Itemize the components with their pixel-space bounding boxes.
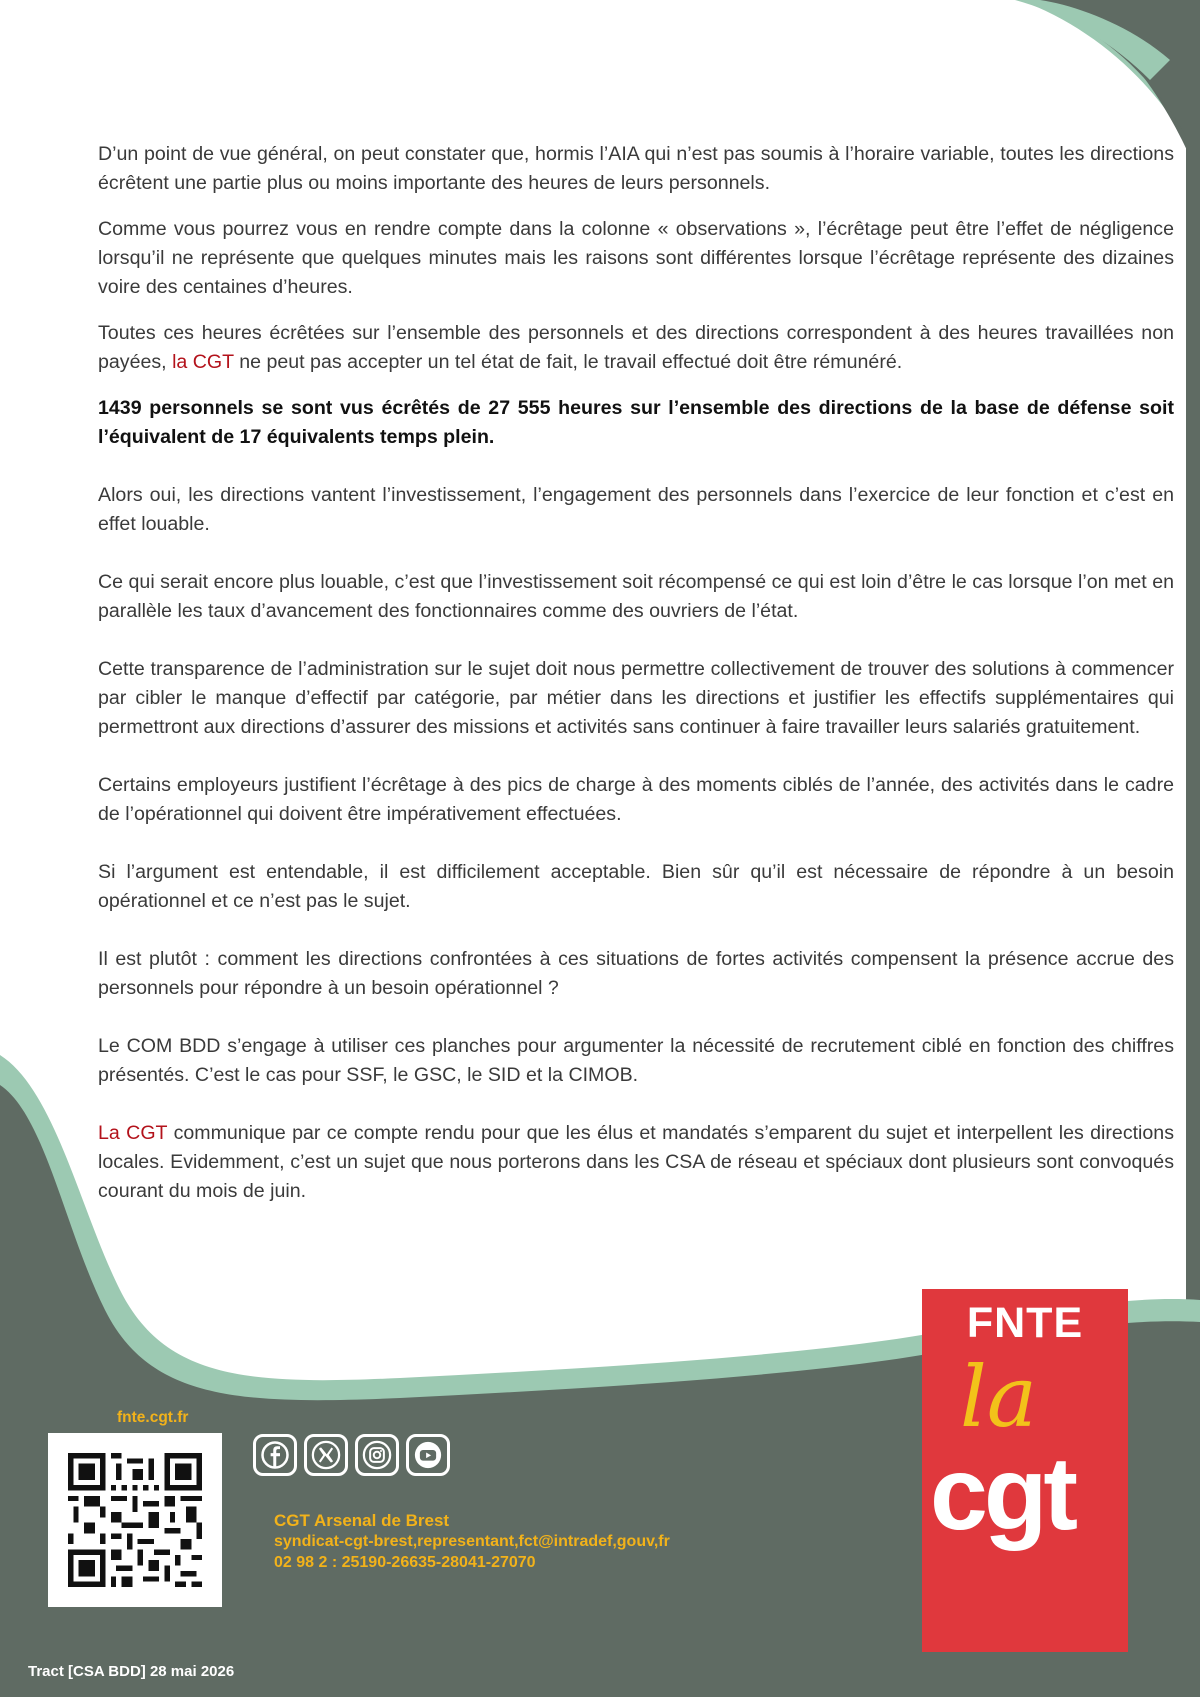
social-links: [253, 1434, 450, 1476]
document-body: [98, 140, 1174, 1206]
contact-block: [274, 1510, 670, 1573]
x-link[interactable]: [304, 1434, 348, 1476]
logo-fnte-text: FNTE: [966, 1299, 1084, 1347]
paragraph-7: Cette transparence de l’administration sur le sujet doit nous permettre collectivement de trouver des solutions à commencer par cibler le manque d’effectif par catégorie, par métier dans les directions et justifier les effectifs supplémentaires qui permettront aux directions d’assurer des missions et activités sans continuer à faire travailler leurs salariés gratuitement.: [98, 658, 1174, 738]
paragraph-9: Si l’argument est entendable, il est difficilement acceptable. Bien sûr qu’il est nécessaire de répondre à un besoin opérationnel et ce n’est pas le sujet.: [98, 861, 1174, 912]
paragraph-10: Il est plutôt : comment les directions confrontées à ces situations de fortes activités compensent la présence accrue des personnels pour répondre à un besoin opérationnel ?: [98, 948, 1174, 999]
facebook-icon: [260, 1440, 290, 1470]
paragraph-5: Alors oui, les directions vantent l’investissement, l’engagement des personnels dans l’exercice de leur fonction et c’est en effet louable.: [98, 484, 1174, 535]
instagram-icon: [362, 1440, 392, 1470]
instagram-link[interactable]: [355, 1434, 399, 1476]
paragraph-1: D’un point de vue général, on peut constater que, hormis l’AIA qui n’est pas soumis à l’horaire variable, toutes les directions écrêtent une partie plus ou moins importante des heures de leurs personnels.: [98, 143, 1174, 194]
logo-cgt-text: cgt: [930, 1436, 1074, 1552]
logo-la-text: la: [960, 1348, 1037, 1446]
contact-phone: 02 98 2 : 25190-26635-28041-27070: [274, 1554, 536, 1571]
x-icon: [311, 1440, 341, 1470]
youtube-link[interactable]: [406, 1434, 450, 1476]
youtube-icon: [413, 1440, 443, 1470]
website-link[interactable]: fnte.cgt.fr: [117, 1409, 189, 1426]
paragraph-6: Ce qui serait encore plus louable, c’est que l’investissement soit récompensé ce qui est loin d’être le cas lorsque l’on met en parallèle les taux d’avancement des fonctionnaires comme des ouvriers de l’état.: [98, 571, 1174, 622]
facebook-link[interactable]: [253, 1434, 297, 1476]
paragraph-8: Certains employeurs justifient l’écrêtage à des pics de charge à des moments ciblés de l’année, des activités dans le cadre de l’opérationnel qui doivent être impérativement effectuées.: [98, 774, 1174, 825]
qr-code-icon: [68, 1453, 202, 1587]
cgt-highlight: La CGT: [98, 1122, 168, 1144]
paragraph-2: Comme vous pourrez vous en rendre compte dans la colonne « observations », l’écrêtage peut être l’effet de négligence lorsqu’il ne représente que quelques minutes mais les raisons sont différentes lorsque l’écrêtage représente des dizaines voire des centaines d’heures.: [98, 218, 1174, 298]
tract-reference: Tract [CSA BDD] 28 mai 2026: [28, 1663, 235, 1680]
contact-name: CGT Arsenal de Brest: [274, 1511, 450, 1530]
qr-code[interactable]: [48, 1433, 222, 1607]
paragraph-key-figures: 1439 personnels se sont vus écrêtés de 27 555 heures sur l’ensemble des directions de la base de défense soit l’équivalent de 17 équivalents temps plein.: [98, 397, 1174, 448]
contact-email[interactable]: syndicat-cgt-brest,representant,fct@intradef,gouv,fr: [274, 1533, 670, 1550]
paragraph-11: Le COM BDD s’engage à utiliser ces planches pour argumenter la nécessité de recrutement ciblé en fonction des chiffres présentés. C’est le cas pour SSF, le GSC, le SID et la CIMOB.: [98, 1035, 1174, 1086]
fnte-cgt-logo: [922, 1289, 1128, 1652]
cgt-highlight: la CGT: [172, 351, 234, 373]
paragraph-12: La CGT communique par ce compte rendu pour que les élus et mandatés s’emparent du sujet et interpellent les directions locales. Evidemment, c’est un sujet que nous porterons dans les CSA de réseau et spéciaux dont plusieurs sont convoqués courant du mois de juin.: [98, 1122, 1174, 1202]
paragraph-3: Toutes ces heures écrêtées sur l’ensemble des personnels et des directions correspondent à des heures travaillées non payées, la CGT ne peut pas accepter un tel état de fait, le travail effectué doit être rémunéré.: [98, 322, 1174, 373]
